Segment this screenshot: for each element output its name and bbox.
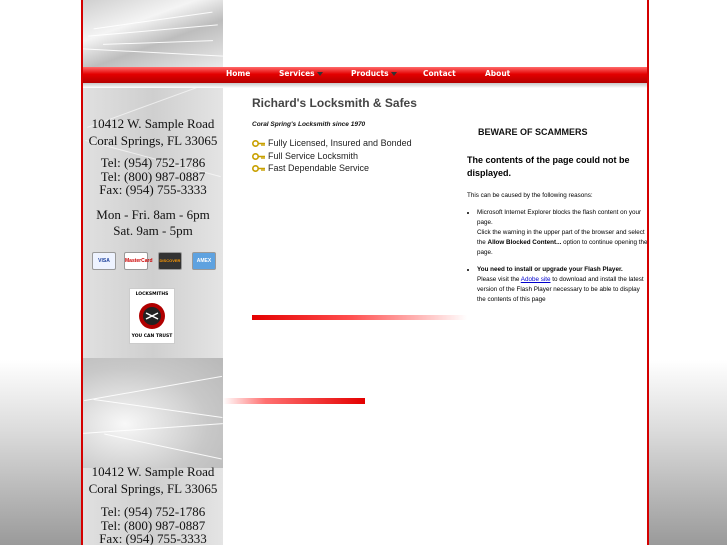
nav-about[interactable]: About (485, 69, 511, 78)
divider-line (252, 315, 467, 320)
header-photo (83, 0, 223, 67)
telephone-1: Tel: (954) 752-1786 (100, 155, 206, 170)
hours-weekday: Mon - Fri. 8am - 6pm (96, 207, 210, 222)
page-container (81, 0, 649, 545)
address-line2: Coral Springs, FL 33065 (88, 133, 218, 148)
telephone-2-repeat: Tel: (800) 987-0887 (100, 518, 206, 533)
feature-item: Fully Licensed, Insured and Bonded (252, 138, 412, 148)
key-icon (252, 140, 265, 147)
fax-number: Fax: (954) 755-3333 (99, 182, 207, 197)
key-icon (252, 165, 265, 172)
seal-top-text: LOCKSMITHS (135, 292, 169, 297)
page-title: Richard's Locksmith & Safes (252, 96, 417, 110)
nav-services[interactable]: Services (279, 69, 323, 78)
chevron-down-icon (391, 72, 397, 76)
chevron-down-icon (317, 72, 323, 76)
credit-cards (92, 252, 214, 270)
list-item: • You need to install or upgrade your Flash Player. Please visit the Adobe site to download and install the latest version of the Flash Player necessary to be able to display the contents of this page (477, 265, 649, 305)
mastercard-icon: MasterCard (124, 252, 148, 270)
telephone-2: Tel: (800) 987-0887 (100, 169, 206, 184)
list-item: • Microsoft Internet Explorer blocks the flash content on your page. Click the warning in the upper part of the browser and select the Allow Blocked Content... option to continue opening the page. (477, 208, 649, 258)
nav-contact[interactable]: Contact (423, 69, 456, 78)
nav-bar (83, 67, 647, 83)
fax-number-repeat: Fax: (954) 755-3333 (99, 531, 207, 545)
tagline: Coral Spring's Locksmith since 1970 (252, 121, 366, 128)
reason-list (467, 265, 649, 305)
scam-warning: BEWARE OF SCAMMERS (478, 127, 588, 137)
key-icon (252, 153, 265, 160)
nav-products[interactable]: Products (351, 69, 397, 78)
address-line1: 10412 W. Sample Road (91, 116, 215, 131)
feature-item: Fast Dependable Service (252, 163, 369, 173)
hours-saturday: Sat. 9am - 5pm (113, 223, 193, 238)
divider-line (223, 398, 365, 404)
visa-card-icon: VISA (92, 252, 116, 270)
amex-card-icon: AMEX (192, 252, 216, 270)
sidebar-photo (83, 358, 223, 468)
address-line2-repeat: Coral Springs, FL 33065 (88, 481, 218, 496)
seal-bottom-text: YOU CAN TRUST (131, 334, 173, 339)
reasons-intro: This can be caused by the following reasons: (467, 192, 593, 199)
discover-card-icon: DISCOVER (158, 252, 182, 270)
trust-seal (129, 288, 175, 344)
feature-item: Full Service Locksmith (252, 151, 358, 161)
telephone-1-repeat: Tel: (954) 752-1786 (100, 504, 206, 519)
nav-home[interactable]: Home (226, 69, 251, 78)
reason-list (467, 208, 649, 258)
flash-error-title: The contents of the page could not be displayed. (467, 155, 630, 178)
address-line1-repeat: 10412 W. Sample Road (91, 464, 215, 479)
adobe-site-link[interactable]: Adobe site (520, 276, 551, 283)
sidebar (83, 88, 223, 545)
